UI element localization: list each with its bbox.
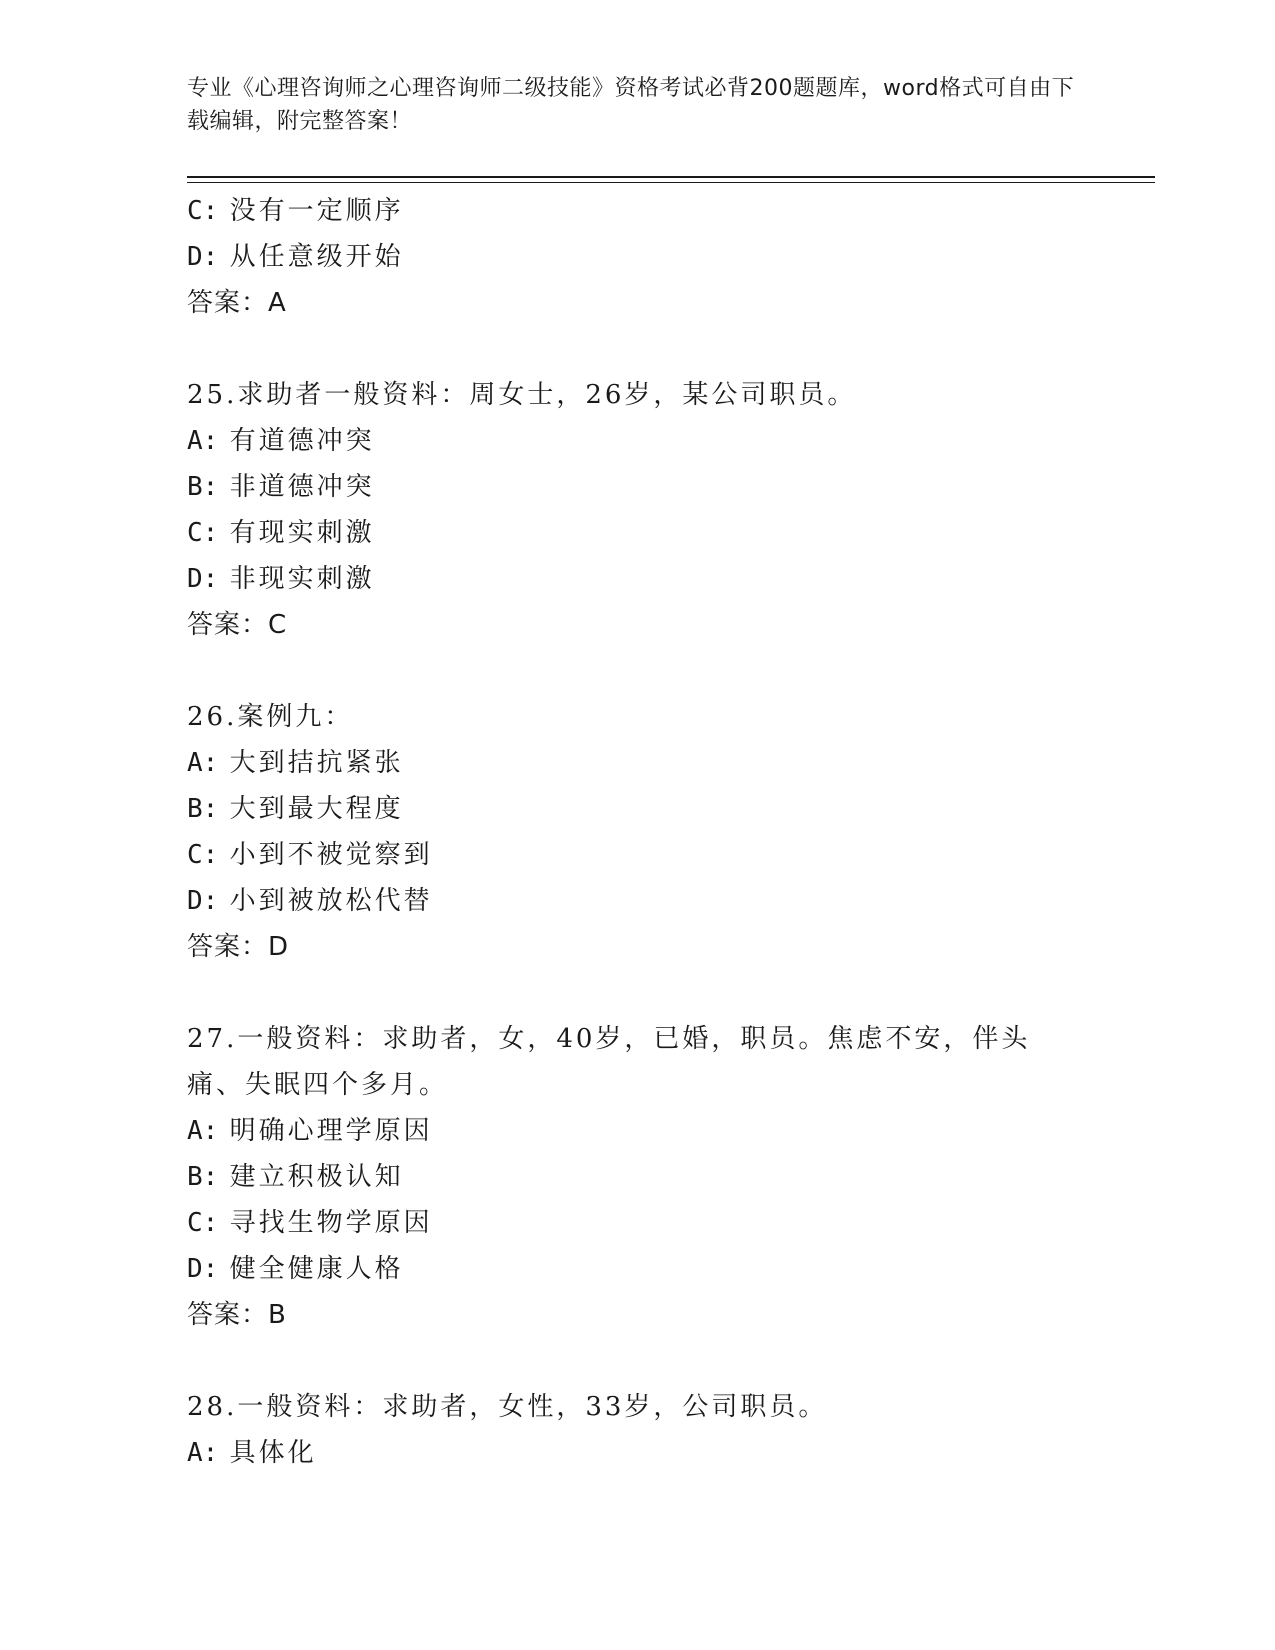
- option-text: 明确心理学原因: [229, 1116, 433, 1146]
- option-letter: B:: [187, 472, 219, 502]
- document-header: [187, 72, 1087, 138]
- option-d: [187, 878, 1155, 924]
- option-text: 健全健康人格: [229, 1254, 404, 1284]
- option-text: 建立积极认知: [229, 1162, 404, 1192]
- option-text: 大到拮抗紧张: [229, 748, 404, 778]
- option-letter: D:: [187, 242, 219, 272]
- option-b: [187, 786, 1155, 832]
- option-letter: A:: [187, 1438, 219, 1468]
- option-b: [187, 464, 1155, 510]
- option-letter: C:: [187, 1208, 219, 1238]
- option-d: [187, 234, 1155, 280]
- answer-line: 答案：B: [187, 1300, 287, 1330]
- option-letter: C:: [187, 518, 219, 548]
- option-letter: A:: [187, 748, 219, 778]
- option-letter: D:: [187, 1254, 219, 1284]
- option-letter: B:: [187, 1162, 219, 1192]
- option-a: [187, 1108, 1155, 1154]
- option-c: [187, 510, 1155, 556]
- option-a: [187, 1430, 1155, 1476]
- question-stem: 27.一般资料：求助者，女，40岁，已婚，职员。焦虑不安，伴头痛、失眠四个多月。: [187, 1024, 1031, 1100]
- continued-question: [187, 188, 1155, 326]
- header-rule-thick: [187, 176, 1155, 178]
- option-text: 从任意级开始: [229, 242, 404, 272]
- option-letter: C:: [187, 196, 219, 226]
- option-text: 有现实刺激: [229, 518, 375, 548]
- option-letter: D:: [187, 886, 219, 916]
- header-title: 专业《心理咨询师之心理咨询师二级技能》资格考试必背200题题库，word格式可自由下载编辑，附完整答案！: [187, 76, 1075, 134]
- option-text: 没有一定顺序: [229, 196, 404, 226]
- option-text: 小到不被觉察到: [229, 840, 433, 870]
- option-letter: D:: [187, 564, 219, 594]
- option-c: [187, 1200, 1155, 1246]
- option-d: [187, 556, 1155, 602]
- answer-line: 答案：D: [187, 932, 290, 962]
- header-rule-thin: [187, 182, 1155, 183]
- option-text: 寻找生物学原因: [229, 1208, 433, 1238]
- option-letter: A:: [187, 426, 219, 456]
- question-25: [187, 372, 1155, 648]
- answer-line: 答案：C: [187, 610, 288, 640]
- option-b: [187, 1154, 1155, 1200]
- option-a: [187, 418, 1155, 464]
- option-c: [187, 188, 1155, 234]
- question-27: [187, 1016, 1155, 1338]
- option-text: 具体化: [229, 1438, 317, 1468]
- option-letter: B:: [187, 794, 219, 824]
- option-text: 小到被放松代替: [229, 886, 433, 916]
- option-d: [187, 1246, 1155, 1292]
- option-a: [187, 740, 1155, 786]
- question-list: [187, 188, 1155, 1476]
- option-text: 非道德冲突: [229, 472, 375, 502]
- question-stem: 25.求助者一般资料：周女士，26岁，某公司职员。: [187, 380, 857, 410]
- option-c: [187, 832, 1155, 878]
- question-28: [187, 1384, 1155, 1476]
- answer-line: 答案：A: [187, 288, 287, 318]
- option-text: 有道德冲突: [229, 426, 375, 456]
- question-26: [187, 694, 1155, 970]
- option-text: 非现实刺激: [229, 564, 375, 594]
- option-letter: C:: [187, 840, 219, 870]
- option-letter: A:: [187, 1116, 219, 1146]
- question-stem: 28.一般资料：求助者，女性，33岁，公司职员。: [187, 1392, 828, 1422]
- option-text: 大到最大程度: [229, 794, 404, 824]
- question-stem: 26.案例九：: [187, 702, 354, 732]
